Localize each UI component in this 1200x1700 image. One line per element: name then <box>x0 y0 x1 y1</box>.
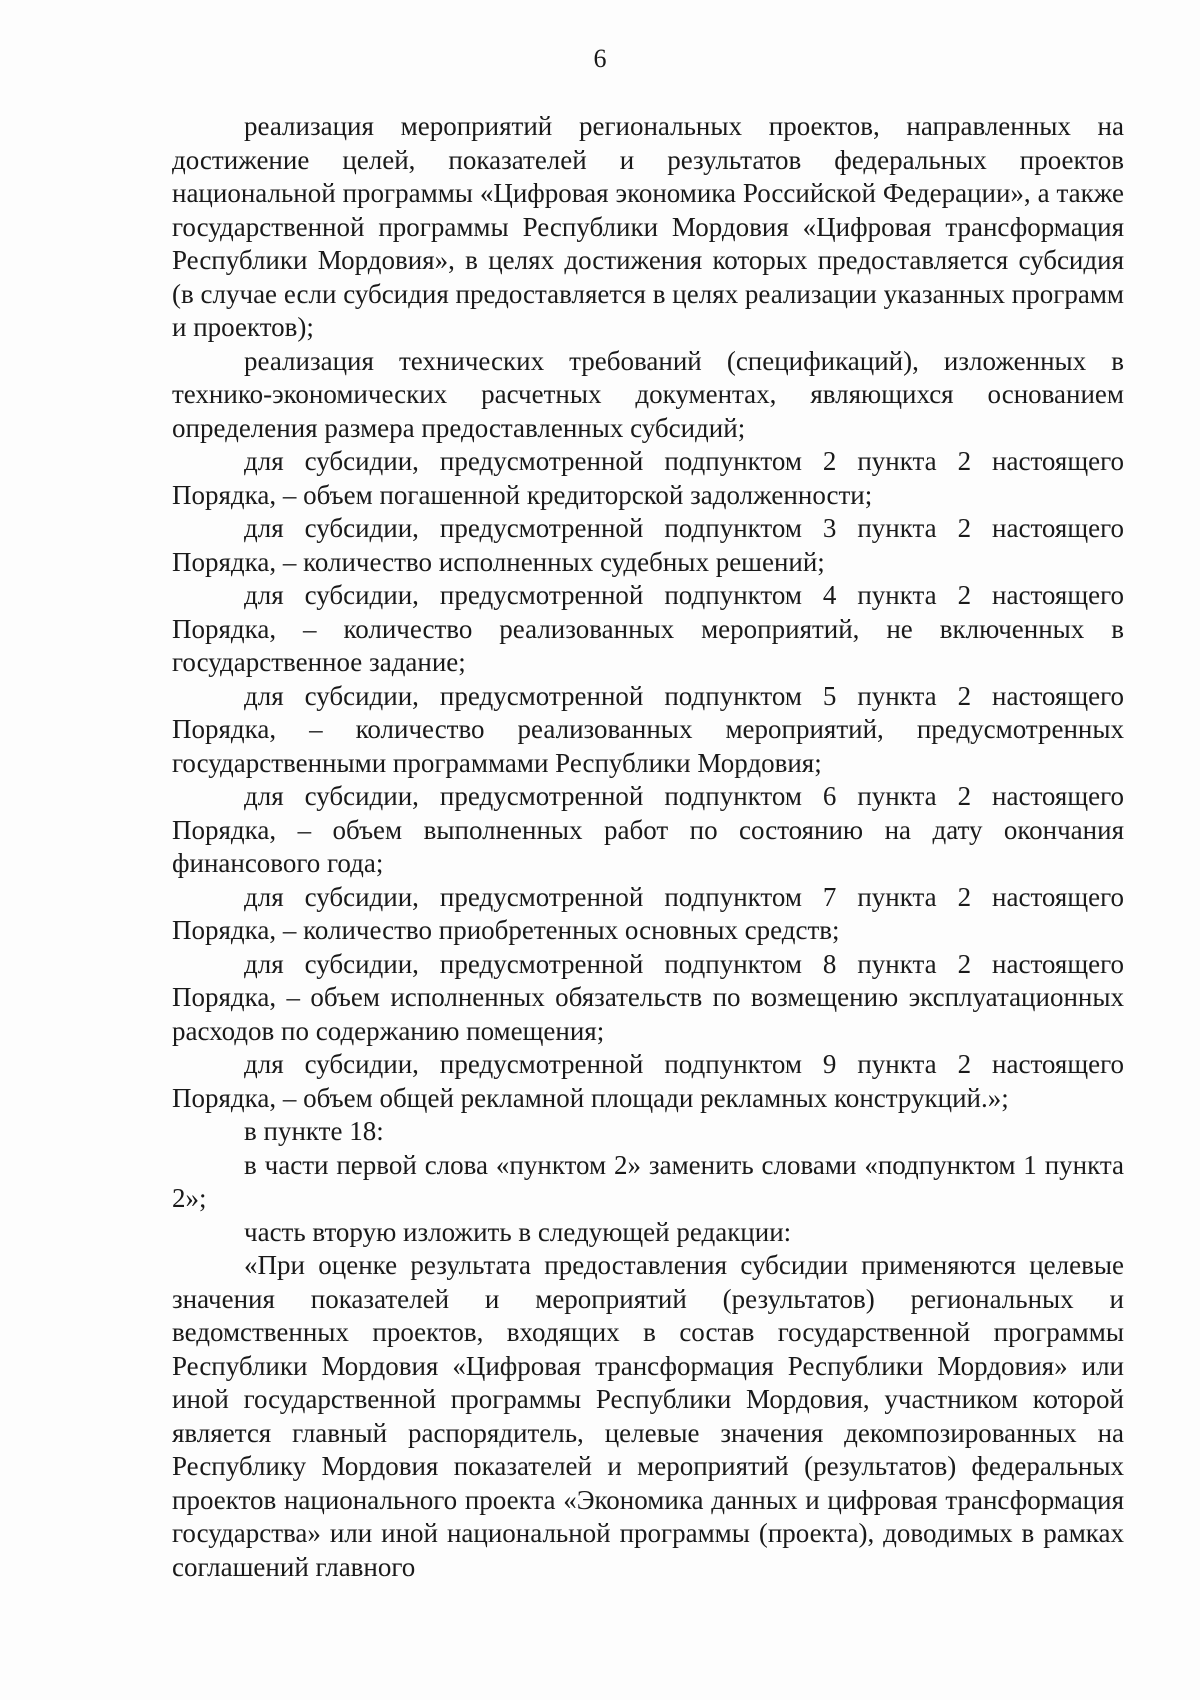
paragraph: реализация технических требований (спецификаций), изложенных в технико-экономических расчетных документах, являющихся основанием определения размера предоставленных субсидий; <box>172 345 1124 443</box>
paragraph: для субсидии, предусмотренной подпунктом 8 пункта 2 настоящего Порядка, – объем исполненных обязательств по возмещению эксплуатационных расходов по содержанию помещения; <box>172 948 1124 1046</box>
paragraph: для субсидии, предусмотренной подпунктом 9 пункта 2 настоящего Порядка, – объем общей рекламной площади рекламных конструкций.»; <box>172 1049 1124 1113</box>
paragraph: для субсидии, предусмотренной подпунктом 7 пункта 2 настоящего Порядка, – количество приобретенных основных средств; <box>172 881 1124 945</box>
page-number: 6 <box>593 44 607 73</box>
paragraph: для субсидии, предусмотренной подпунктом 2 пункта 2 настоящего Порядка, – объем погашенной кредиторской задолженности; <box>172 446 1124 510</box>
paragraph: для субсидии, предусмотренной подпунктом 4 пункта 2 настоящего Порядка, – количество реализованных мероприятий, не включенных в государственное задание; <box>172 580 1124 677</box>
paragraph: для субсидии, предусмотренной подпунктом 5 пункта 2 настоящего Порядка, – количество реализованных мероприятий, предусмотренных государственными программами Республики Мордовия; <box>172 680 1124 778</box>
paragraph: часть вторую изложить в следующей редакции: <box>244 1216 792 1247</box>
paragraph: в части первой слова «пунктом 2» заменить словами «подпунктом 1 пункта 2»; <box>172 1149 1124 1213</box>
paragraph: «При оценке результата предоставления субсидии применяются целевые значения показателей и мероприятий (результатов) региональных и ведомственных проектов, входящих в состав государственной программы Республики Мордовия «Цифровая трансформация Республики Мордовия» или иной государственной программы Республики Мордовия, участником которой является главный распорядитель, целевые значения декомпозированных на Республику Мордовия показателей и мероприятий (результатов) федеральных проектов национального проекта «Экономика данных и цифровая трансформация государства» или иной национальной программы (проекта), доводимых в рамках соглашений главного <box>172 1250 1124 1582</box>
paragraph: реализация мероприятий региональных проектов, направленных на достижение целей, показателей и результатов федеральных проектов национальной программы «Цифровая экономика Российской Федерации», а также государственной программы Республики Мордовия «Цифровая трансформация Республики Мордовия», в целях достижения которых предоставляется субсидия (в случае если субсидия предоставляется в целях реализации указанных программ и проектов); <box>172 111 1124 342</box>
paragraph: для субсидии, предусмотренной подпунктом 6 пункта 2 настоящего Порядка, – объем выполненных работ по состоянию на дату окончания финансового года; <box>172 781 1124 878</box>
paragraph: для субсидии, предусмотренной подпунктом 3 пункта 2 настоящего Порядка, – количество исполненных судебных решений; <box>172 513 1124 577</box>
paragraph: в пункте 18: <box>244 1116 384 1146</box>
document-body <box>172 110 1124 1584</box>
